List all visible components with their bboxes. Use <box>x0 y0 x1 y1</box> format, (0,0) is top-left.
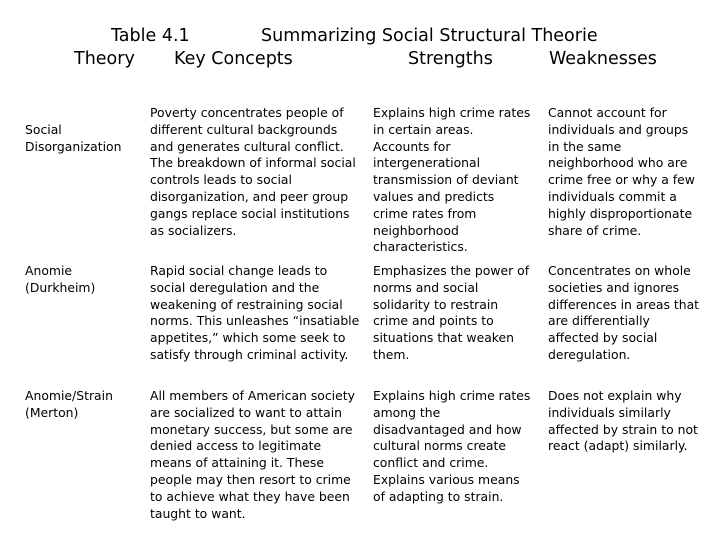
header-weaknesses: Weaknesses <box>549 49 657 69</box>
key-concepts-cell: All members of American society are socialized to want to attain monetary success, but some are denied access to legitimate means of attaining it. These people may then resort to crime to achieve what they have been taught to want. <box>150 388 355 521</box>
weaknesses-cell: Cannot account for individuals and groups in the same neighborhood who are crime free or why a few individuals commit a highly disproportionate share of crime. <box>548 105 695 238</box>
strengths-cell: Emphasizes the power of norms and social solidarity to restrain crime and points to situations that weaken them. <box>373 263 530 362</box>
theory-cell: Social Disorganization <box>25 122 122 154</box>
weaknesses-cell: Concentrates on whole societies and ignores differences in areas that are differentially affected by social deregulation. <box>548 263 700 362</box>
strengths-cell: Explains high crime rates in certain areas. Accounts for intergenerational transmission of deviant values and predicts crime rates from neighborhood characteristics. <box>373 105 531 255</box>
header-key-concepts: Key Concepts <box>174 49 293 69</box>
key-concepts-cell: Poverty concentrates people of different cultural backgrounds and generates cultural conflict. The breakdown of informal social controls leads to social disorganization, and peer group gangs replace social institutions as socializers. <box>150 105 356 238</box>
table-number: Table 4.1 <box>111 26 190 46</box>
weaknesses-cell: Does not explain why individuals similarly affected by strain to not react (adapt) similarly. <box>548 388 698 454</box>
theory-cell: Anomie/Strain (Merton) <box>25 388 113 420</box>
header-strengths: Strengths <box>408 49 493 69</box>
table-heading: Summarizing Social Structural Theorie <box>261 26 598 46</box>
strengths-cell: Explains high crime rates among the disadvantaged and how cultural norms create conflict and crime. Explains various means of adapting to strain. <box>373 388 531 504</box>
header-theory: Theory <box>74 49 135 69</box>
key-concepts-cell: Rapid social change leads to social deregulation and the weakening of restraining social norms. This unleashes “insatiable appetites,” which some seek to satisfy through criminal activity. <box>150 263 360 362</box>
theory-cell: Anomie (Durkheim) <box>25 263 96 295</box>
